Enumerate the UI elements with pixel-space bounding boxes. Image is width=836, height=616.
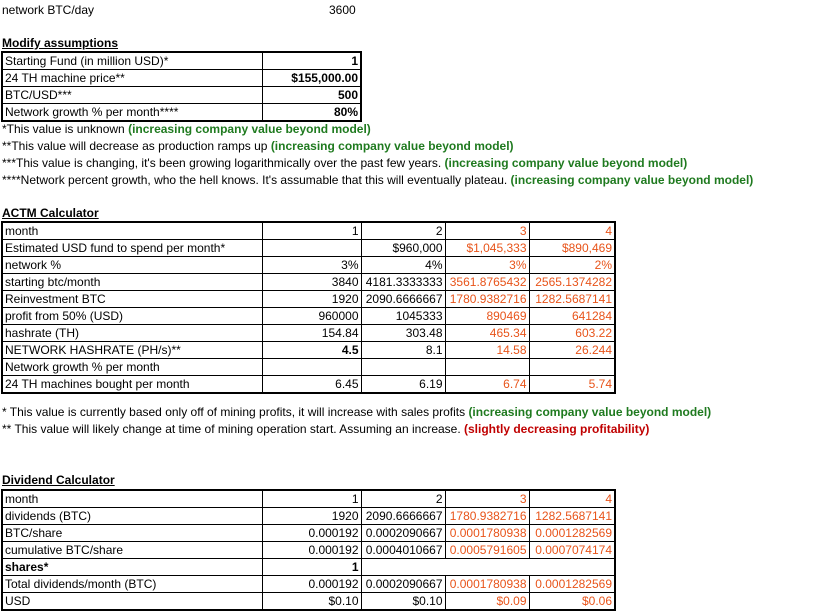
actm-row [2, 359, 615, 376]
dividend-cell: 4 [529, 490, 615, 508]
note-text: ***This value is changing, it's been growing logarithmically over the past few years. [2, 156, 445, 170]
note-line [2, 421, 649, 437]
note-text: *This value is unknown [2, 122, 129, 136]
actm-cell: 6.19 [361, 376, 445, 394]
actm-label: network % [2, 257, 262, 274]
note-line [2, 138, 514, 154]
actm-cell: 465.34 [445, 325, 529, 342]
assumption-row [2, 70, 361, 87]
actm-cell: 5.74 [529, 376, 615, 394]
actm-cell: 303.48 [361, 325, 445, 342]
actm-cell: 26.244 [529, 342, 615, 359]
actm-label: Network growth % per month [2, 359, 262, 376]
dividend-label: cumulative BTC/share [2, 542, 262, 559]
note-text: ****Network percent growth, who the hell knows. It's assumable that this will eventually plateau. [2, 173, 511, 187]
actm-label: Estimated USD fund to spend per month* [2, 240, 262, 257]
dividend-cell: 2090.6666667 [361, 508, 445, 525]
dividend-cell: 1920 [262, 508, 361, 525]
actm-cell: 154.84 [262, 325, 361, 342]
note-tag: (increasing company value beyond model) [468, 405, 712, 419]
assumptions-title: Modify assumptions [2, 36, 119, 50]
note-line [2, 155, 687, 171]
dividend-label: BTC/share [2, 525, 262, 542]
dividend-cell: 0.0002090667 [361, 525, 445, 542]
assumption-value[interactable]: 500 [262, 87, 361, 104]
assumption-value[interactable]: $155,000.00 [262, 70, 361, 87]
actm-label: Reinvestment BTC [2, 291, 262, 308]
dividend-cell: 0.0004010667 [361, 542, 445, 559]
dividend-cell: 0.000192 [262, 525, 361, 542]
assumptions-table [1, 51, 362, 122]
dividend-cell: 1 [262, 490, 361, 508]
dividend-label: dividends (BTC) [2, 508, 262, 525]
dividend-row [2, 490, 615, 508]
dividend-cell: $0.06 [529, 593, 615, 611]
dividend-cell: 1282.5687141 [529, 508, 615, 525]
dividend-cell: 0.0002090667 [361, 576, 445, 593]
note-tag: (increasing company value beyond model) [510, 173, 754, 187]
actm-row [2, 325, 615, 342]
network-btc-label: network BTC/day [2, 3, 95, 17]
assumption-label: BTC/USD*** [2, 87, 262, 104]
dividend-row [2, 576, 615, 593]
actm-cell: 2 [361, 222, 445, 240]
actm-cell: 4% [361, 257, 445, 274]
dividend-label: USD [2, 593, 262, 611]
note-text: * This value is currently based only off of mining profits, it will increase with sales profits [2, 405, 469, 419]
actm-cell: $960,000 [361, 240, 445, 257]
actm-cell: 960000 [262, 308, 361, 325]
note-tag: (increasing company value beyond model) [128, 122, 371, 136]
actm-cell: $1,045,333 [445, 240, 529, 257]
actm-row [2, 291, 615, 308]
actm-label: starting btc/month [2, 274, 262, 291]
actm-label: month [2, 222, 262, 240]
assumption-row [2, 52, 361, 70]
actm-cell: 1282.5687141 [529, 291, 615, 308]
note-tag: (increasing company value beyond model) [444, 156, 688, 170]
dividend-row [2, 508, 615, 525]
dividend-cell: 0.000192 [262, 542, 361, 559]
actm-cell: 603.22 [529, 325, 615, 342]
actm-row [2, 342, 615, 359]
actm-cell: 3561.8765432 [445, 274, 529, 291]
actm-cell [445, 359, 529, 376]
dividend-cell: $0.09 [445, 593, 529, 611]
dividend-row [2, 593, 615, 611]
actm-cell: 6.45 [262, 376, 361, 394]
actm-cell [262, 240, 361, 257]
dividend-label: Total dividends/month (BTC) [2, 576, 262, 593]
actm-cell: 8.1 [361, 342, 445, 359]
note-tag: (increasing company value beyond model) [270, 139, 514, 153]
actm-cell [529, 359, 615, 376]
actm-label: 24 TH machines bought per month [2, 376, 262, 394]
actm-cell: 890469 [445, 308, 529, 325]
assumption-label: Network growth % per month**** [2, 104, 262, 122]
dividend-table [1, 489, 616, 611]
shares-value[interactable]: 1 [262, 559, 361, 576]
actm-title: ACTM Calculator [2, 206, 99, 220]
dividend-cell: 0.0001282569 [529, 576, 615, 593]
actm-cell: 2565.1374282 [529, 274, 615, 291]
dividend-title: Dividend Calculator [2, 473, 115, 487]
actm-cell [361, 359, 445, 376]
dividend-cell: 0.0007074174 [529, 542, 615, 559]
dividend-cell: 0.0001282569 [529, 525, 615, 542]
assumption-value[interactable]: 1 [262, 52, 361, 70]
actm-cell: 3% [262, 257, 361, 274]
dividend-row [2, 525, 615, 542]
actm-cell: 4.5 [262, 342, 361, 359]
dividend-cell: $0.10 [262, 593, 361, 611]
dividend-cell: $0.10 [361, 593, 445, 611]
dividend-row [2, 542, 615, 559]
empty-cell [361, 559, 445, 576]
actm-cell: 1045333 [361, 308, 445, 325]
dividend-cell: 1780.9382716 [445, 508, 529, 525]
actm-label: hashrate (TH) [2, 325, 262, 342]
note-text: **This value will decrease as production ramps up [2, 139, 271, 153]
actm-row [2, 240, 615, 257]
actm-cell: 1 [262, 222, 361, 240]
actm-cell: 4 [529, 222, 615, 240]
actm-cell: 4181.3333333 [361, 274, 445, 291]
actm-cell: 1920 [262, 291, 361, 308]
assumption-label: Starting Fund (in million USD)* [2, 52, 262, 70]
actm-row [2, 257, 615, 274]
actm-row [2, 274, 615, 291]
assumption-value[interactable]: 80% [262, 104, 361, 122]
empty-cell [529, 559, 615, 576]
actm-cell: 6.74 [445, 376, 529, 394]
actm-row [2, 222, 615, 240]
dividend-cell: 3 [445, 490, 529, 508]
shares-label: shares* [2, 559, 262, 576]
note-line [2, 121, 371, 137]
actm-label: profit from 50% (USD) [2, 308, 262, 325]
actm-cell: 2090.6666667 [361, 291, 445, 308]
actm-cell [262, 359, 361, 376]
note-line [2, 404, 711, 420]
dividend-cell: 0.0005791605 [445, 542, 529, 559]
dividend-cell: 2 [361, 490, 445, 508]
dividend-cell: 0.000192 [262, 576, 361, 593]
actm-cell: 2% [529, 257, 615, 274]
actm-row [2, 308, 615, 325]
network-btc-value: 3600 [329, 3, 356, 17]
note-tag: (slightly decreasing profitability) [464, 422, 650, 436]
actm-cell: 14.58 [445, 342, 529, 359]
actm-label: NETWORK HASHRATE (PH/s)** [2, 342, 262, 359]
assumption-row [2, 87, 361, 104]
actm-cell: 3840 [262, 274, 361, 291]
empty-cell [445, 559, 529, 576]
dividend-cell: 0.0001780938 [445, 525, 529, 542]
dividend-label: month [2, 490, 262, 508]
actm-cell: 3% [445, 257, 529, 274]
actm-cell: 641284 [529, 308, 615, 325]
dividend-cell: 0.0001780938 [445, 576, 529, 593]
shares-row [2, 559, 615, 576]
actm-cell: 3 [445, 222, 529, 240]
note-line [2, 172, 753, 188]
actm-row [2, 376, 615, 394]
actm-cell: $890,469 [529, 240, 615, 257]
assumption-label: 24 TH machine price** [2, 70, 262, 87]
assumption-row [2, 104, 361, 122]
actm-table [1, 221, 616, 394]
actm-cell: 1780.9382716 [445, 291, 529, 308]
note-text: ** This value will likely change at time of mining operation start. Assuming an increase. [2, 422, 465, 436]
